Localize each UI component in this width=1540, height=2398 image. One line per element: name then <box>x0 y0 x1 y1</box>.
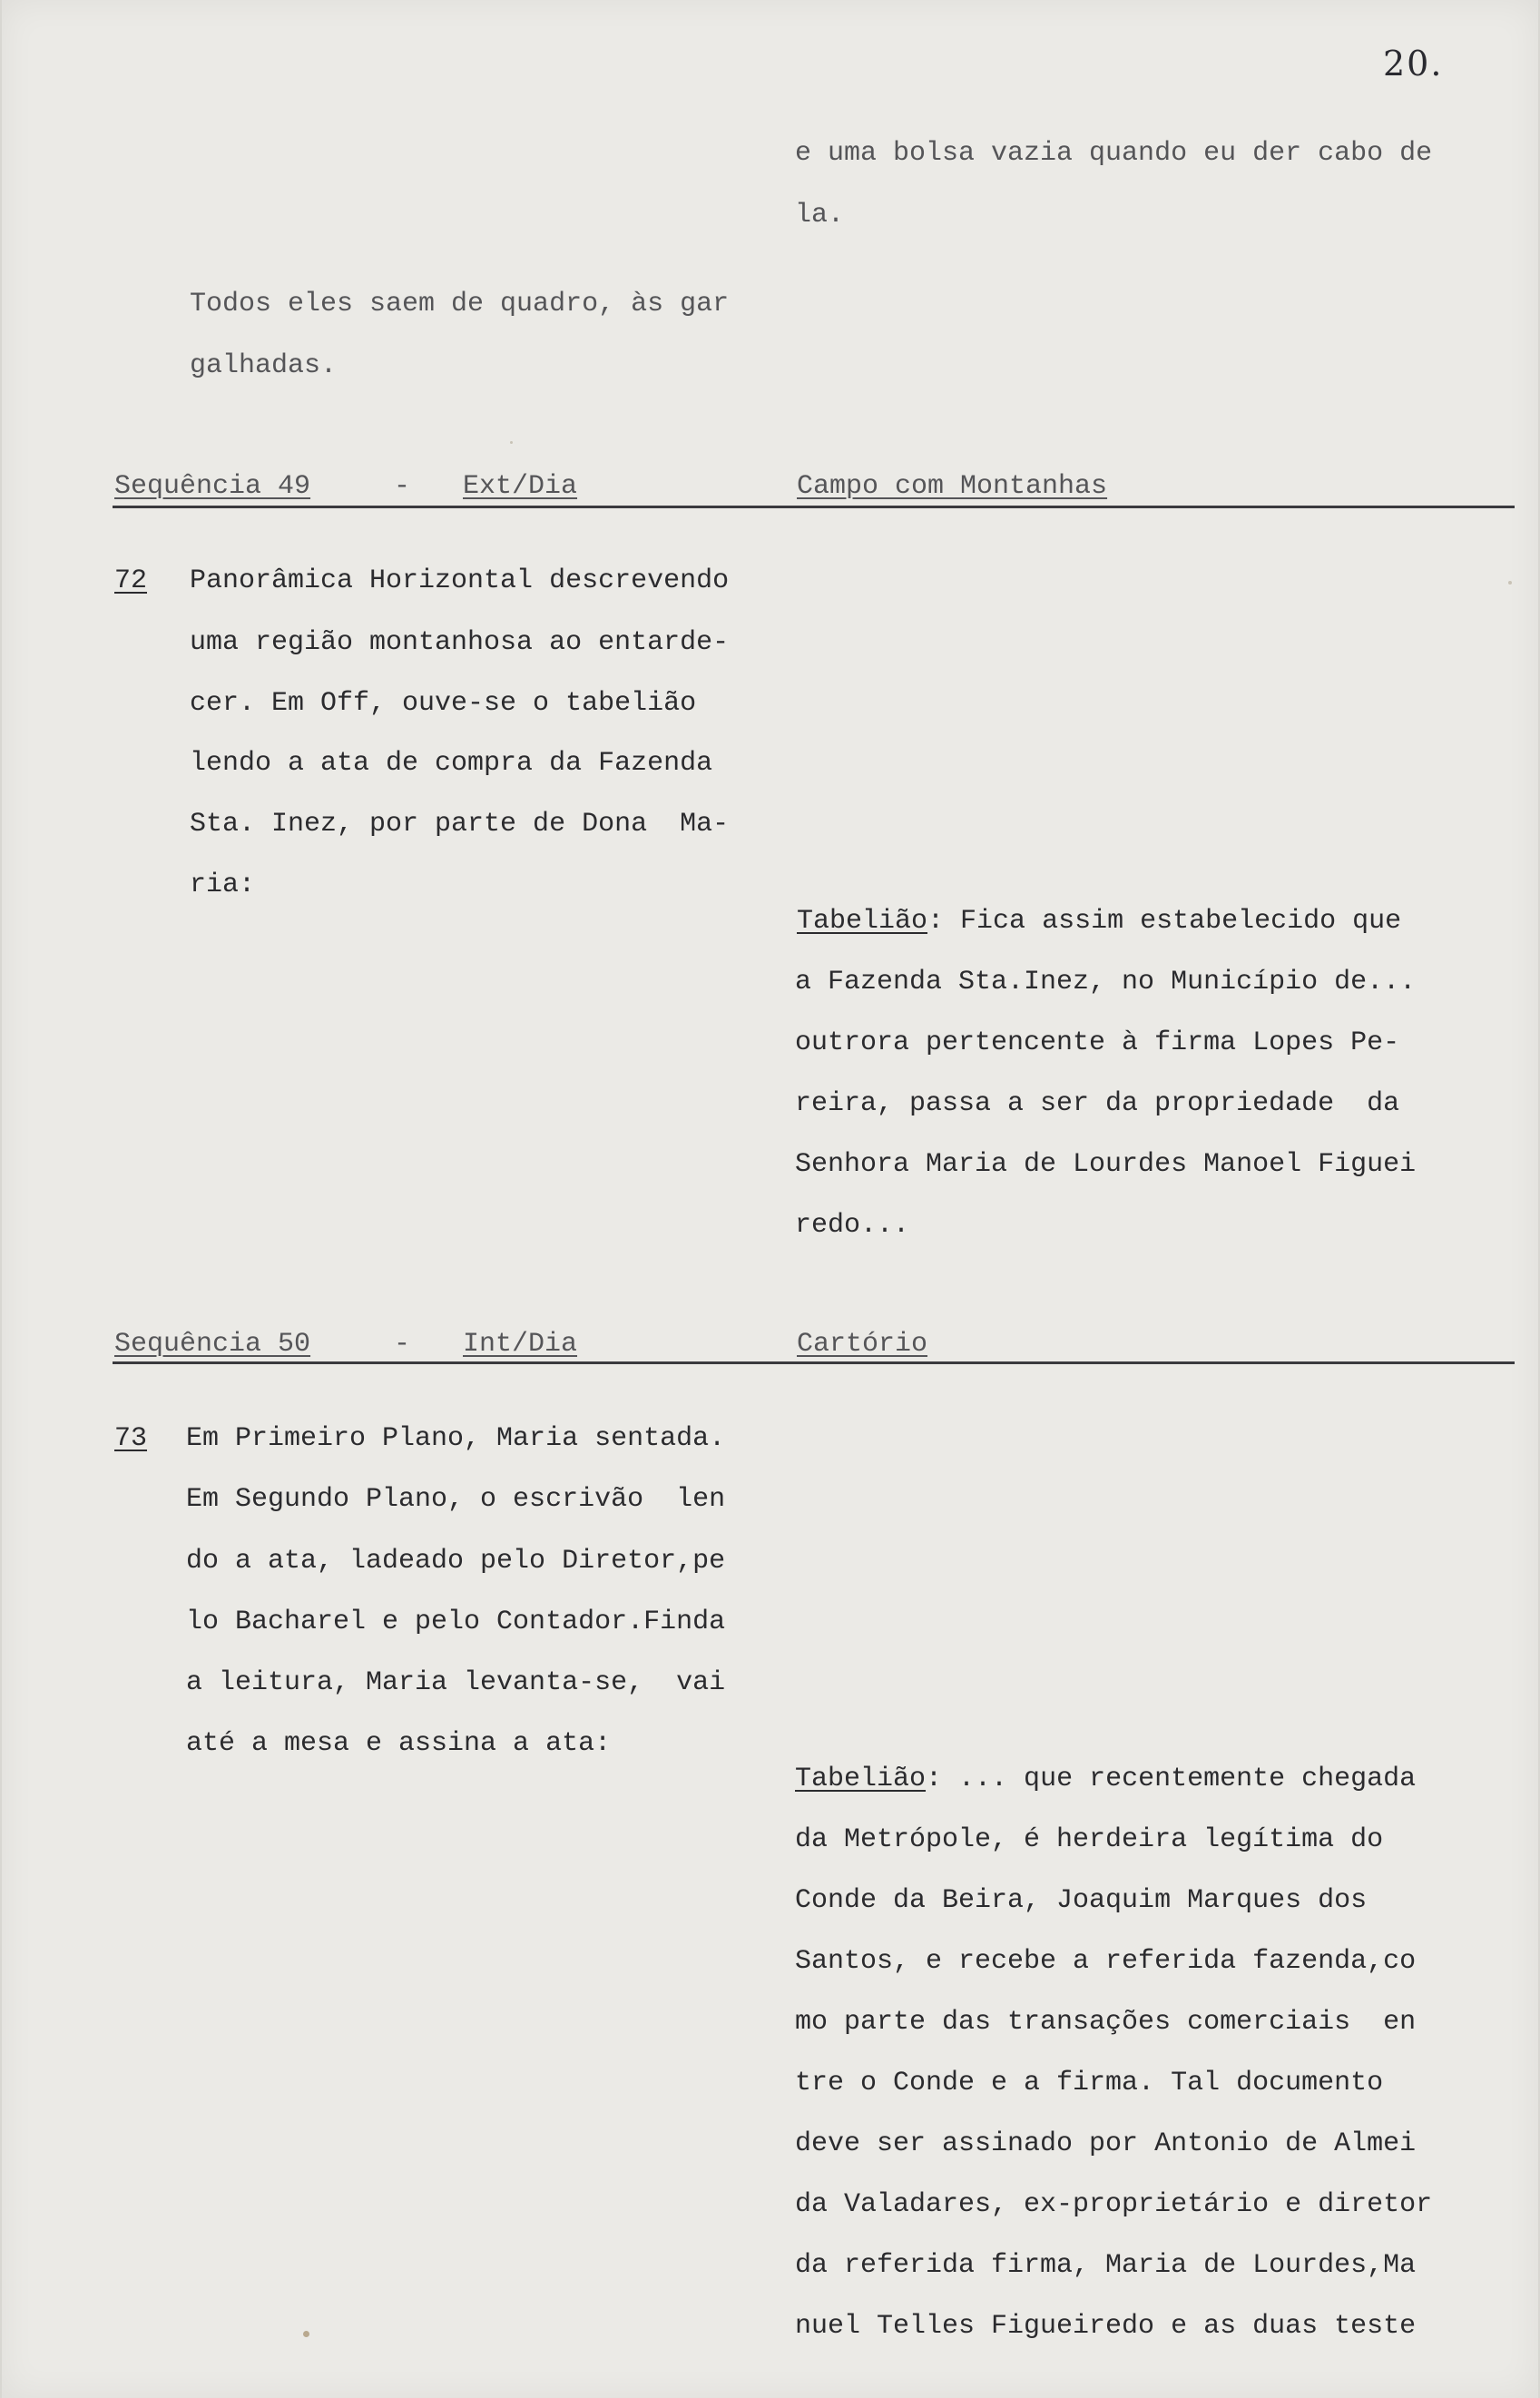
dialogue-line: la. <box>795 200 845 231</box>
action-line: lendo a ata de compra da Fazenda <box>190 748 713 779</box>
paper-speck <box>303 2331 309 2337</box>
dialogue-line: redo... <box>795 1210 910 1241</box>
sequence-time: Ext/Dia <box>463 471 578 502</box>
dialogue-line: Conde da Beira, Joaquim Marques dos <box>795 1885 1368 1916</box>
dialogue-line: e uma bolsa vazia quando eu der cabo de <box>795 138 1433 169</box>
dialogue-text: ... que recentemente chegada <box>942 1764 1417 1794</box>
sequence-location: Campo com Montanhas <box>797 471 1108 502</box>
sequence-dash: - <box>394 1329 411 1360</box>
action-line: ria: <box>190 870 256 900</box>
dialogue-line: reira, passa a ser da propriedade da <box>795 1088 1400 1119</box>
action-line: até a mesa e assina a ata: <box>186 1728 612 1759</box>
sequence-label: Sequência 50 <box>114 1329 311 1360</box>
speaker-colon: : <box>927 906 945 937</box>
action-line: do a ata, ladeado pelo Diretor,pe <box>186 1546 726 1577</box>
action-line: Panorâmica Horizontal descrevendo <box>190 565 730 596</box>
paper-speck <box>1508 581 1512 585</box>
dialogue-first-line <box>795 1765 1416 1793</box>
dialogue-line: nuel Telles Figueiredo e as duas teste <box>795 2311 1417 2342</box>
action-line: Em Primeiro Plano, Maria sentada. <box>186 1423 726 1454</box>
speaker-name: Tabelião <box>795 1764 927 1794</box>
shot-number: 72 <box>114 565 148 596</box>
dialogue-line: da Metrópole, é herdeira legítima do <box>795 1824 1384 1855</box>
speaker-colon: : <box>926 1764 943 1794</box>
dialogue-line: a Fazenda Sta.Inez, no Município de... <box>795 967 1417 998</box>
page-number: 20. <box>1383 44 1444 84</box>
action-line: lo Bacharel e pelo Contador.Finda <box>186 1607 726 1637</box>
action-line: Em Segundo Plano, o escrivão len <box>186 1484 726 1515</box>
dialogue-line: da Valadares, ex-proprietário e diretor <box>795 2189 1433 2220</box>
sequence-label: Sequência 49 <box>114 471 311 502</box>
shot-number: 73 <box>114 1423 148 1454</box>
sequence-location: Cartório <box>797 1329 928 1360</box>
dialogue-line: tre o Conde e a firma. Tal documento <box>795 2068 1384 2098</box>
heading-rule <box>113 1361 1515 1364</box>
action-line: cer. Em Off, ouve-se o tabelião <box>190 688 697 719</box>
heading-rule <box>113 506 1515 508</box>
sequence-dash: - <box>394 471 411 502</box>
speaker-name: Tabelião <box>797 906 928 937</box>
sequence-time: Int/Dia <box>463 1329 578 1360</box>
paper-speck <box>510 441 513 444</box>
dialogue-line: Santos, e recebe a referida fazenda,co <box>795 1946 1417 1977</box>
dialogue-line: Senhora Maria de Lourdes Manoel Figuei <box>795 1149 1417 1180</box>
action-line: a leitura, Maria levanta-se, vai <box>186 1667 726 1698</box>
dialogue-text: Fica assim estabelecido que <box>944 906 1402 937</box>
document-page <box>2 0 1538 2398</box>
action-line: galhadas. <box>190 350 338 381</box>
dialogue-first-line <box>797 908 1401 935</box>
dialogue-line: outrora pertencente à firma Lopes Pe- <box>795 1027 1400 1058</box>
action-line: uma região montanhosa ao entarde- <box>190 627 730 658</box>
action-line: Todos eles saem de quadro, às gar <box>190 289 730 319</box>
dialogue-line: mo parte das transações comerciais en <box>795 2007 1417 2038</box>
dialogue-line: deve ser assinado por Antonio de Almei <box>795 2128 1417 2159</box>
action-line: Sta. Inez, por parte de Dona Ma- <box>190 809 730 840</box>
dialogue-line: da referida firma, Maria de Lourdes,Ma <box>795 2250 1417 2281</box>
